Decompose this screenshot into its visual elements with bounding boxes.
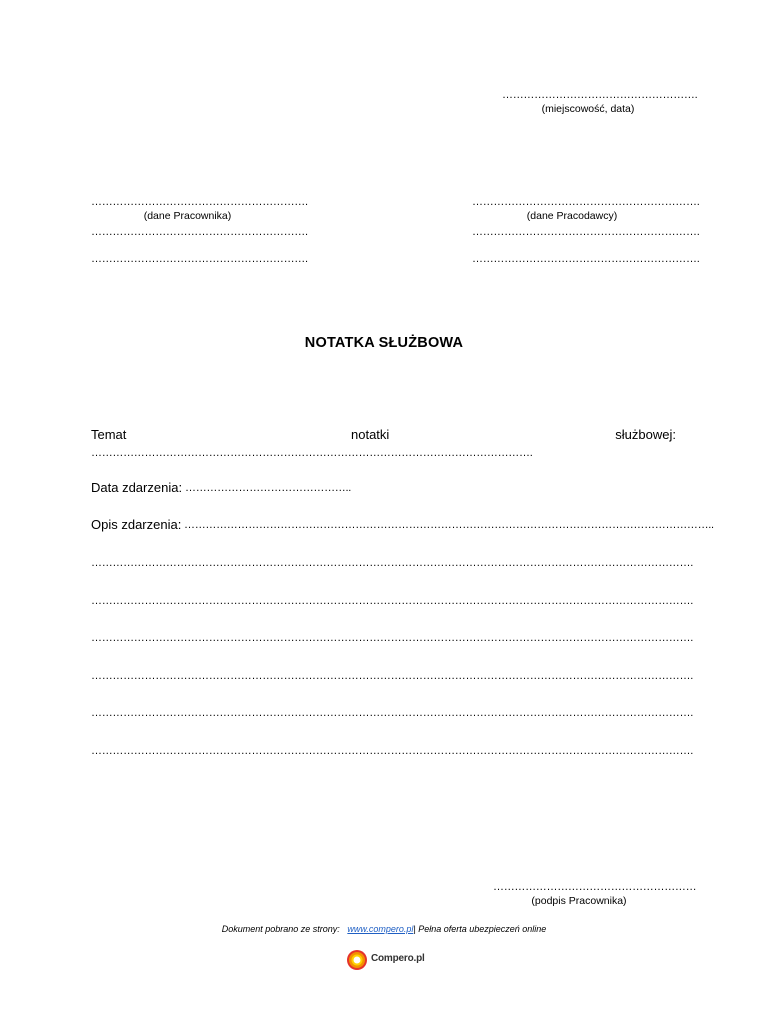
desc-line: ……………………………………………………………………………………………………………………………………………………. bbox=[91, 745, 693, 757]
signature-line: ………………………………………………… bbox=[493, 881, 697, 893]
footer-prefix: Dokument pobrano ze strony: bbox=[221, 924, 340, 934]
subject-word-1: Temat bbox=[91, 427, 127, 442]
subject-word-3: służbowej: bbox=[615, 427, 676, 442]
place-date-caption: (miejscowość, data) bbox=[541, 103, 635, 115]
compero-logo-mark-icon bbox=[346, 949, 368, 971]
employer-line-3: ………………………………………………………. bbox=[472, 253, 700, 265]
incident-desc-label: Opis zdarzenia: bbox=[91, 517, 182, 532]
employee-line-2: ……………………………………………………. bbox=[91, 226, 308, 238]
employer-line-1: ………………………………………………………. bbox=[472, 196, 700, 208]
incident-desc-dots: ………………………………………………………………………………………………………………………………….. bbox=[184, 519, 714, 531]
employee-line-3: ……………………………………………………. bbox=[91, 253, 308, 265]
desc-line: ……………………………………………………………………………………………………………………………………………………. bbox=[91, 707, 693, 719]
document-title: NOTATKA SŁUŻBOWA bbox=[304, 335, 464, 351]
signature-caption: (podpis Pracownika) bbox=[531, 895, 627, 907]
subject-dots: ……………………………………………………………………………………………………………. bbox=[91, 447, 533, 459]
footer-suffix: | Pełna oferta ubezpieczeń online bbox=[413, 924, 547, 934]
employer-caption: (dane Pracodawcy) bbox=[526, 210, 618, 222]
footer-note bbox=[0, 924, 768, 934]
subject-word-2: notatki bbox=[351, 427, 390, 442]
incident-date-dots: ……………………………………….. bbox=[185, 482, 352, 494]
employer-line-2: ………………………………………………………. bbox=[472, 226, 700, 238]
employee-line-1: ……………………………………………………. bbox=[91, 196, 308, 208]
employee-caption: (dane Pracownika) bbox=[143, 210, 232, 222]
desc-line: ……………………………………………………………………………………………………………………………………………………. bbox=[91, 670, 693, 682]
compero-logo bbox=[346, 949, 426, 971]
compero-logo-text: Compero.pl bbox=[371, 953, 425, 964]
footer-link[interactable]: www.compero.pl bbox=[347, 924, 414, 934]
desc-line: ……………………………………………………………………………………………………………………………………………………. bbox=[91, 632, 693, 644]
desc-line: ……………………………………………………………………………………………………………………………………………………. bbox=[91, 595, 693, 607]
place-date-line: ………………………………………………. bbox=[502, 89, 698, 101]
desc-line: ……………………………………………………………………………………………………………………………………………………. bbox=[91, 557, 693, 569]
incident-date-label: Data zdarzenia: bbox=[91, 480, 183, 495]
